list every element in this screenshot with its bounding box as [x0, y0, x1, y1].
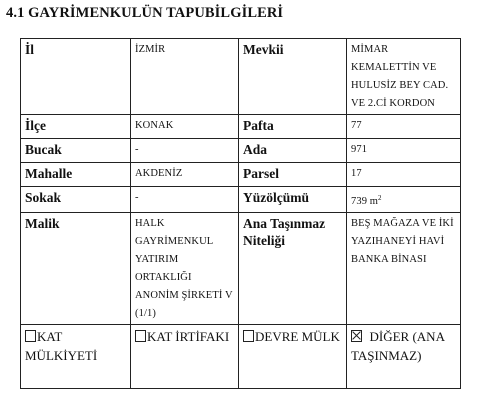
value-malik: HALK GAYRİMENKUL YATIRIM ORTAKLIĞI ANONİM ŞİRKETİ V (1/1): [131, 213, 239, 325]
checkbox-icon[interactable]: [135, 330, 146, 342]
table-row: [21, 213, 461, 325]
label-bucak: Bucak: [21, 139, 131, 163]
value-ilce: KONAK: [131, 115, 239, 139]
value-ana-tasinmaz: BEŞ MAĞAZA VE İKİ YAZIHANEYİ HAVİ BANKA BİNASI: [347, 213, 461, 325]
option-label: DİĞER (ANA TAŞINMAZ): [351, 329, 445, 363]
area-value: 739 m: [351, 196, 379, 207]
option-label: DEVRE MÜLK: [255, 329, 340, 344]
section-heading: 4.1 GAYRİMENKULÜN TAPUBİLGİLERİ: [6, 5, 284, 21]
option-diger[interactable]: [347, 325, 461, 389]
option-devre-mulk[interactable]: [239, 325, 347, 389]
option-kat-irtifaki[interactable]: [131, 325, 239, 389]
value-sokak: -: [131, 187, 239, 213]
value-il: İZMİR: [131, 39, 239, 115]
ownership-type-row: [21, 325, 461, 389]
label-mahalle: Mahalle: [21, 163, 131, 187]
value-yuzolcumu: [347, 187, 461, 213]
table-row: [21, 139, 461, 163]
option-label: KAT İRTİFAKI: [147, 329, 230, 344]
value-parsel: 17: [347, 163, 461, 187]
label-ada: Ada: [239, 139, 347, 163]
label-mevkii: Mevkii: [239, 39, 347, 115]
option-kat-mulkiyeti[interactable]: [21, 325, 131, 389]
label-sokak: Sokak: [21, 187, 131, 213]
label-ilce: İlçe: [21, 115, 131, 139]
label-ana-tasinmaz: Ana Taşınmaz Niteliği: [239, 213, 347, 325]
checkbox-icon[interactable]: [25, 330, 36, 342]
value-mahalle: AKDENİZ: [131, 163, 239, 187]
value-mevkii: MİMAR KEMALETTİN VE HULUSİZ BEY CAD. VE 2.Cİ KORDON: [347, 39, 461, 115]
table-row: [21, 163, 461, 187]
deed-info-table: [20, 38, 461, 389]
label-yuzolcumu: Yüzölçümü: [239, 187, 347, 213]
checkbox-icon[interactable]: [243, 330, 254, 342]
checked-checkbox-icon[interactable]: [351, 330, 362, 342]
value-pafta: 77: [347, 115, 461, 139]
option-label: KAT MÜLKİYETİ: [25, 329, 98, 363]
table-row: [21, 115, 461, 139]
value-ada: 971: [347, 139, 461, 163]
label-parsel: Parsel: [239, 163, 347, 187]
table-row: [21, 39, 461, 115]
table-row: [21, 187, 461, 213]
area-unit-superscript: 2: [378, 194, 382, 202]
value-bucak: -: [131, 139, 239, 163]
label-pafta: Pafta: [239, 115, 347, 139]
label-il: İl: [21, 39, 131, 115]
label-malik: Malik: [21, 213, 131, 325]
